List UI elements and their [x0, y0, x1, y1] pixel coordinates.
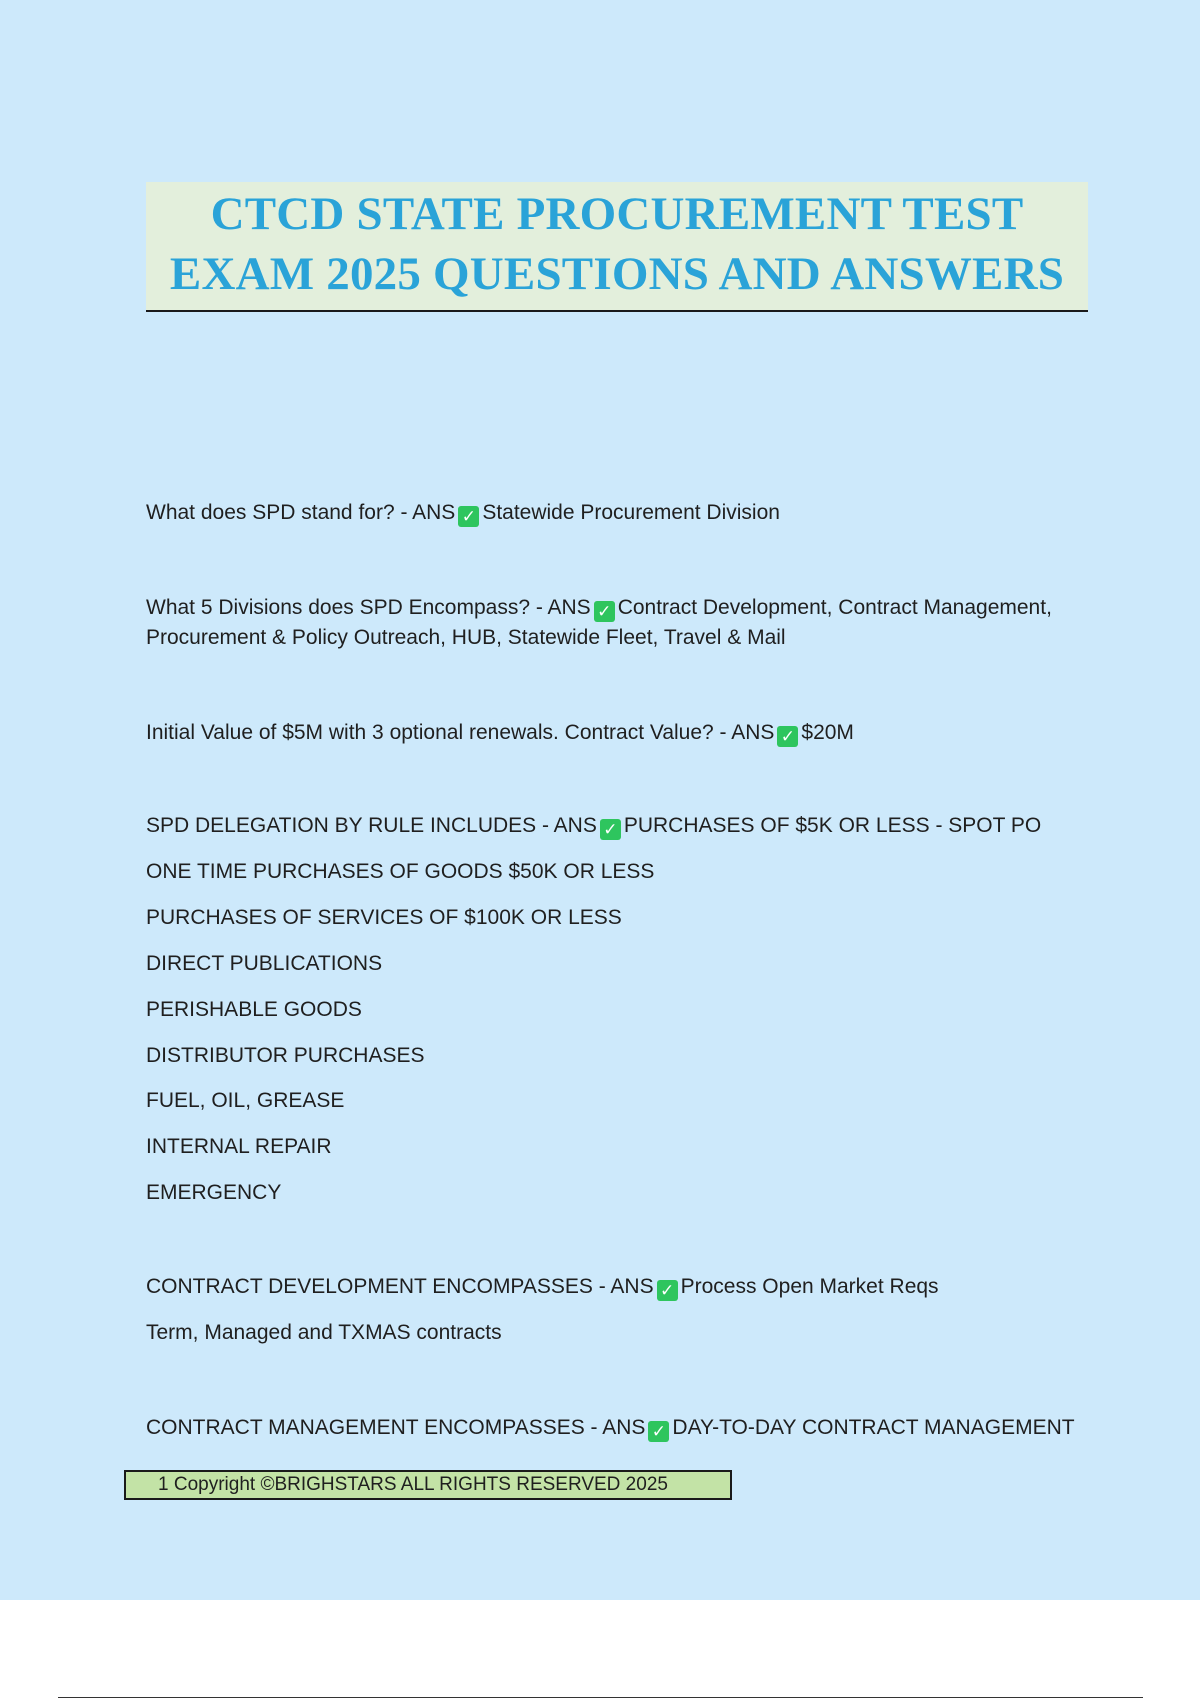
qa-item-3	[146, 718, 854, 748]
question-text: What 5 Divisions does SPD Encompass? - ANS	[146, 596, 591, 619]
answer-text: Contract Development, Contract Management,	[617, 596, 1052, 619]
answer-line: EMERGENCY	[146, 1181, 282, 1204]
title-banner	[146, 182, 1088, 312]
answer-continuation: Procurement & Policy Outreach, HUB, Statewide Fleet, Travel & Mail	[146, 626, 786, 649]
answer-line: INTERNAL REPAIR	[146, 1135, 332, 1158]
check-mark-icon: ✓	[594, 601, 615, 622]
check-mark-icon: ✓	[777, 726, 798, 747]
check-mark-icon: ✓	[458, 506, 479, 527]
answer-continuation: Term, Managed and TXMAS contracts	[146, 1321, 502, 1344]
question-text: SPD DELEGATION BY RULE INCLUDES - ANS	[146, 814, 597, 837]
answer-line: PERISHABLE GOODS	[146, 998, 362, 1021]
qa-item-1	[146, 498, 780, 528]
check-mark-icon: ✓	[657, 1280, 678, 1301]
answer-line: ONE TIME PURCHASES OF GOODS $50K OR LESS	[146, 860, 655, 883]
qa-item-6	[146, 1413, 1075, 1443]
copyright-footer: 1 Copyright ©BRIGHSTARS ALL RIGHTS RESERVED 2025	[124, 1470, 732, 1500]
answer-text: Statewide Procurement Division	[482, 501, 780, 524]
answer-text: Process Open Market Reqs	[680, 1275, 939, 1298]
answer-line: DISTRIBUTOR PURCHASES	[146, 1044, 425, 1067]
answer-text: DAY-TO-DAY CONTRACT MANAGEMENT	[672, 1416, 1075, 1439]
question-text: What does SPD stand for? - ANS	[146, 501, 456, 524]
answer-line: PURCHASES OF SERVICES OF $100K OR LESS	[146, 906, 622, 929]
check-mark-icon: ✓	[600, 819, 621, 840]
qa-item-4	[146, 811, 1041, 841]
answer-text: $20M	[801, 721, 854, 744]
next-page-divider	[58, 1697, 1143, 1698]
question-text: CONTRACT MANAGEMENT ENCOMPASSES - ANS	[146, 1416, 646, 1439]
answer-text: PURCHASES OF $5K OR LESS - SPOT PO	[623, 814, 1042, 837]
qa-item-2	[146, 593, 1052, 623]
question-text: CONTRACT DEVELOPMENT ENCOMPASSES - ANS	[146, 1275, 654, 1298]
question-text: Initial Value of $5M with 3 optional renewals. Contract Value? - ANS	[146, 721, 775, 744]
qa-item-5	[146, 1272, 939, 1302]
document-title-line-1: CTCD STATE PROCUREMENT TEST	[210, 188, 1024, 240]
answer-line: DIRECT PUBLICATIONS	[146, 952, 383, 975]
answer-line: FUEL, OIL, GREASE	[146, 1089, 345, 1112]
document-title-line-2: EXAM 2025 QUESTIONS AND ANSWERS	[169, 248, 1065, 300]
check-mark-icon: ✓	[648, 1421, 669, 1442]
